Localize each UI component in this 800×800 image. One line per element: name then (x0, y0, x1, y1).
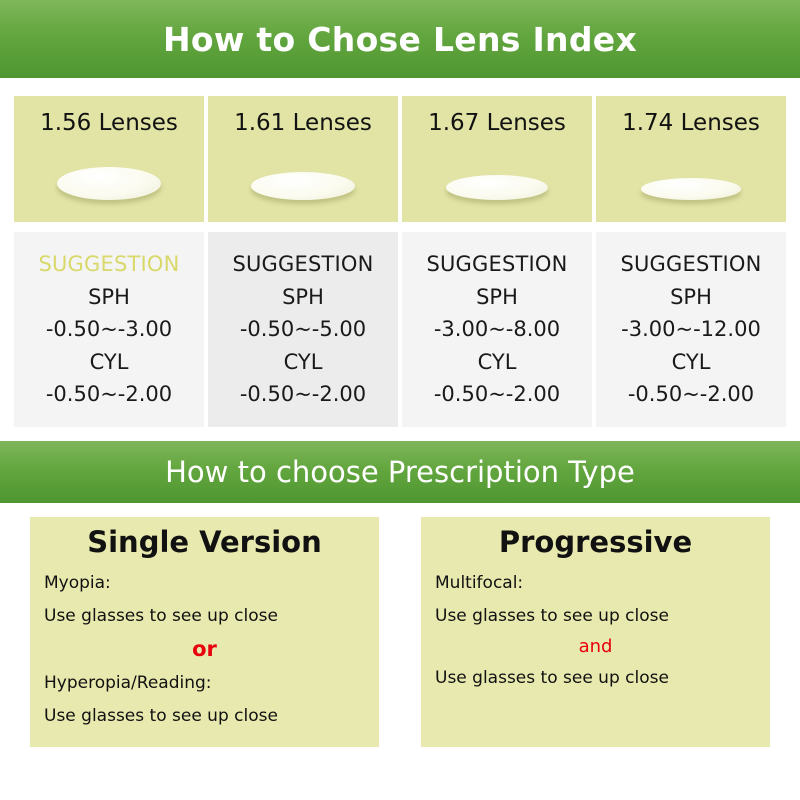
prescription-line-label: Myopia: (44, 572, 111, 593)
lens-index-card-title: 1.67 Lenses (428, 110, 566, 136)
sph-label: SPH (88, 284, 130, 309)
lens-index-cards (0, 78, 800, 222)
prescription-box-title: Single Version (87, 524, 322, 559)
lens-index-banner-title: How to Chose Lens Index (162, 19, 638, 59)
lens-index-card-title: 1.56 Lenses (40, 110, 178, 136)
suggestion-column (596, 232, 786, 427)
prescription-type-banner (0, 441, 800, 503)
sph-label: SPH (476, 284, 518, 309)
lens-index-card (14, 96, 204, 222)
suggestion-heading: SUGGESTION (232, 252, 374, 276)
lens-index-card (596, 96, 786, 222)
prescription-line-text: Use glasses to see up close (435, 667, 669, 688)
suggestion-heading: SUGGESTION (620, 252, 762, 276)
lens-shape-icon (641, 178, 741, 200)
prescription-line-label: Multifocal: (435, 572, 524, 593)
lens-index-card (402, 96, 592, 222)
sph-label: SPH (670, 284, 712, 309)
sph-value: -0.50~-5.00 (239, 317, 367, 342)
lens-index-card (208, 96, 398, 222)
cyl-label: CYL (671, 349, 711, 374)
prescription-box-single-version (30, 517, 379, 747)
suggestion-heading: SUGGESTION (426, 252, 568, 276)
lens-index-banner (0, 0, 800, 78)
suggestion-column (14, 232, 204, 427)
prescription-connector: and (578, 636, 613, 658)
suggestion-heading: SUGGESTION (38, 252, 180, 276)
lens-shape-icon (57, 167, 161, 200)
sph-value: -0.50~-3.00 (45, 317, 173, 342)
cyl-value: -0.50~-2.00 (433, 382, 561, 407)
cyl-label: CYL (477, 349, 517, 374)
prescription-line-text: Use glasses to see up close (44, 705, 278, 726)
cyl-value: -0.50~-2.00 (239, 382, 367, 407)
prescription-line-label: Hyperopia/Reading: (44, 672, 212, 693)
cyl-label: CYL (89, 349, 129, 374)
cyl-label: CYL (283, 349, 323, 374)
lens-shape-icon (446, 175, 548, 200)
sph-value: -3.00~-8.00 (433, 317, 561, 342)
prescription-box-title: Progressive (498, 524, 693, 559)
prescription-connector: or (192, 637, 217, 662)
cyl-value: -0.50~-2.00 (627, 382, 755, 407)
suggestion-columns (0, 222, 800, 427)
lens-index-card-title: 1.74 Lenses (622, 110, 760, 136)
suggestion-column (402, 232, 592, 427)
prescription-line-text: Use glasses to see up close (44, 605, 278, 626)
sph-label: SPH (282, 284, 324, 309)
lens-shape-icon (251, 172, 355, 200)
prescription-line-text: Use glasses to see up close (435, 605, 669, 626)
cyl-value: -0.50~-2.00 (45, 382, 173, 407)
prescription-boxes (0, 503, 800, 747)
lens-index-card-title: 1.61 Lenses (234, 110, 372, 136)
prescription-box-progressive (421, 517, 770, 747)
suggestion-column (208, 232, 398, 427)
prescription-type-banner-title: How to choose Prescription Type (165, 454, 635, 489)
sph-value: -3.00~-12.00 (621, 317, 761, 342)
